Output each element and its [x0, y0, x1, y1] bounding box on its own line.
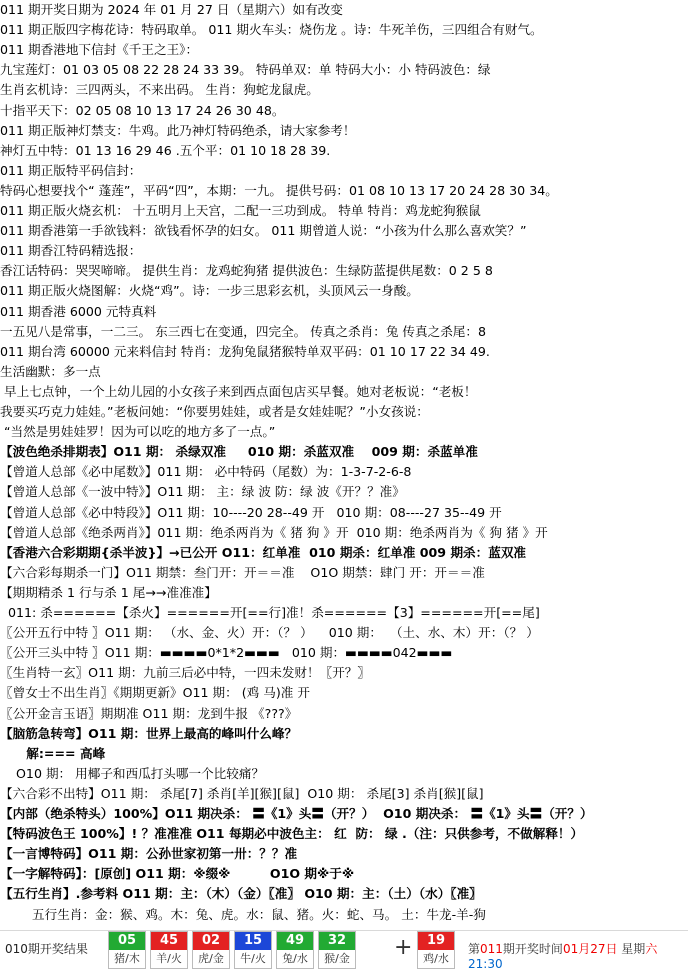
next-weekday-label: 星期: [617, 942, 646, 956]
next-draw-time: [468, 940, 688, 971]
text-line: 011 期正版四字梅花诗：特码取单。 011 期火车头：烧伤龙 。诗：牛死羊伤，三四组合有财气。: [0, 22, 543, 38]
ball-number: 32: [319, 932, 355, 950]
ball-zodiac: 牛/火: [235, 950, 271, 967]
ball-number: 45: [151, 932, 187, 950]
number-ball: [234, 931, 272, 969]
ball-number: 15: [235, 932, 271, 950]
text-line: 〖公开三头中特 〗O11 期：▬▬▬▬0*1*2▬▬▬ 010 期：▬▬▬▬042▬▬▬: [0, 645, 453, 661]
text-line: 【波色绝杀排期表】O11 期： 杀绿双准 010 期：杀蓝双准 009 期：杀蓝单准: [0, 444, 478, 460]
draw-result-bar: [0, 930, 688, 969]
number-ball: [108, 931, 146, 969]
text-line: 〖生肖特一玄〗O11 期：九前三后必中特，一四未发财！〖开？〗: [0, 665, 370, 681]
text-line: 〖公开五行中特 〗O11 期： （水、金、火）开：（？ ） 010 期： （土、水、木）开：（？ ）: [0, 625, 539, 641]
text-line: 011 期正版火烧图解：火烧“鸡”。诗：一步三思彩玄机，头顶风云一身酸。: [0, 283, 419, 299]
number-ball: [318, 931, 356, 969]
text-line: 011 期香港地下信封《千王之王》：: [0, 42, 199, 58]
text-line: 一五见八是常事，一二三。 东三西七在变通，四完全。 传真之杀肖：兔 传真之杀尾：8: [0, 323, 486, 339]
text-line: 【曾道人总部《绝杀两肖》】011 期：绝杀两肖为《 猪 狗 》开 010 期：绝杀两肖为《 狗 猪 》开: [0, 524, 548, 540]
text-line: 生活幽默：多一点: [0, 363, 101, 379]
text-line: 【一言博特码】O11 期：公孙世家初第一卅：？？准: [0, 846, 298, 862]
text-line: O10 期： 用椰子和西瓜打头哪一个比较痛？: [0, 765, 265, 781]
text-line: 011 期正版神灯禁支：牛鸡。此乃神灯特码绝杀，请大家参考！: [0, 122, 356, 138]
text-line: 【曾道人总部《必中尾数》】011 期： 必中特码（尾数）为：1-3-7-2-6-8: [0, 464, 412, 480]
number-ball: [150, 931, 188, 969]
text-line: 【脑筋急转弯】O11 期：世界上最高的峰叫什么峰？: [0, 725, 298, 741]
text-line: 【内部（绝杀特头）100%】O11 期决杀： 〓《1》头〓（开？） O10 期决杀： 〓《1》头〓（开？）: [0, 806, 593, 821]
ball-number: 05: [109, 932, 145, 950]
text-line: 011 期开奖日期为 2024 年 01 月 27 日（星期六）如有改变: [0, 2, 343, 17]
next-time: 21:30: [468, 957, 503, 971]
ball-number: 19: [418, 932, 454, 950]
draw-result-label: 010期开奖结果: [5, 942, 88, 956]
text-line: 十指平天下：02 05 08 10 13 17 24 26 30 48。: [0, 102, 285, 118]
text-line: 【曾道人总部《必中特段》】O11 期：10----20 28--49 开 010 期：08----27 35--49 开: [0, 504, 502, 520]
text-line: “当然是男娃娃罗！因为可以吃的地方多了一点。”: [0, 424, 276, 440]
text-line: 生肖玄机诗：三四两头，不来出码。 生肖：狗蛇龙鼠虎。: [0, 82, 319, 98]
text-line: 五行生肖：金：猴、鸡。木：兔、虎。水：鼠、猪。火：蛇、马。 土：牛龙-羊-狗: [0, 906, 486, 922]
text-line: 我要买巧克力娃娃。”老板问她：“你要男娃娃，或者是女娃娃呢？”小女孩说：: [0, 404, 429, 419]
text-line: 011: 杀======【杀火】======开[==行]准！杀======【3】======开[==尾]: [0, 605, 540, 620]
text-line: 【香港六合彩期期{杀半波}】→已公开 O11：红单准 010 期杀：红单准 009 期杀：蓝双准: [0, 544, 527, 560]
text-line: 011 期香港 6000 元特真料: [0, 303, 157, 319]
ball-number: 49: [277, 932, 313, 950]
next-mid: 期开奖时间: [502, 942, 563, 956]
next-date: 01月27日: [562, 942, 618, 956]
next-weekday: 六: [645, 942, 658, 956]
text-line: 【五行生肖】.参考料 O11 期：主：（木）（金）〖准〗 O10 期：主：（土）（水）〖准〗: [0, 886, 482, 902]
ball-zodiac: 羊/火: [151, 950, 187, 967]
text-line: 011 期台湾 60000 元来料信封 特肖：龙狗兔鼠猪猴特单双平码：01 10 17 22 34 49.: [0, 343, 490, 359]
text-line: 解:=== 高峰: [0, 745, 106, 761]
next-issue: 011: [480, 942, 503, 956]
text-line: 特码心想要找个“ 蓬莲”，平码“四”，本期：一九。 提供号码：01 08 10 13 17 20 24 28 30 34。: [0, 182, 558, 198]
text-line: 011 期香江特码精选报：: [0, 243, 142, 259]
next-prefix: 第: [468, 942, 481, 956]
ball-number: 02: [193, 932, 229, 950]
ball-zodiac: 猪/木: [109, 950, 145, 967]
text-line: 011 期正版火烧玄机： 十五明月上天宫，二配一三功到成。 特单 特肖：鸡龙蛇狗猴鼠: [0, 203, 481, 218]
text-line: 011 期正版特平码信封：: [0, 162, 142, 178]
text-line: 【曾道人总部《一波中特》】O11 期： 主：绿 波 防：绿 波《开？？准》: [0, 484, 405, 500]
text-line: 011 期香港第一手欲钱料：欲钱看怀孕的妇女。 011 期曾道人说：“小孩为什么那么喜欢笑？”: [0, 223, 527, 239]
ball-zodiac: 虎/金: [193, 950, 229, 967]
ball-zodiac: 猴/金: [319, 950, 355, 967]
text-line: 【六合彩每期杀一门】O11 期禁：叁门开：开＝＝准 O1O 期禁：肆门 开：开＝＝准: [0, 564, 485, 580]
number-ball: [417, 931, 455, 969]
number-ball: [276, 931, 314, 969]
text-line: 〖曾女士不出生肖〗《期期更新》O11 期： (鸡 马)准 开: [0, 685, 310, 701]
ball-zodiac: 鸡/水: [418, 950, 454, 967]
number-ball: [192, 931, 230, 969]
text-line: 〖公开金言玉语〗期期准 O11 期：龙到牛报 《???》: [0, 705, 298, 721]
text-line: 【六合彩不出特】O11 期： 杀尾[7] 杀肖[羊][猴][鼠] O10 期： 杀尾[3] 杀肖[猴][鼠]: [0, 785, 484, 801]
text-line: 【特码波色王 100%】! ？准准准 O11 每期必中波色主： 红 防： 绿 .（注：只供参考，不做解释！）: [0, 826, 584, 842]
text-line: 香江话特码：哭哭啼啼。 提供生肖：龙鸡蛇狗猪 提供波色：生绿防蓝提供尾数：0 2 5 8: [0, 263, 493, 279]
text-line: 早上七点钟，一个上幼儿园的小女孩子来到西点面包店买早餐。她对老板说：“老板！: [0, 383, 477, 399]
ball-zodiac: 兔/水: [277, 950, 313, 967]
plus-sign: +: [394, 935, 413, 960]
text-line: 【一字解特码】：[原创] O11 期：※缀※ O1O 期※于※: [0, 866, 355, 882]
text-line: 【期期精杀 1 行与杀 1 尾→→准准准】: [0, 584, 217, 600]
text-line: 神灯五中特：01 13 16 29 46 .五个平：01 10 18 28 39.: [0, 142, 331, 158]
text-line: 九宝莲灯：01 03 05 08 22 28 24 33 39。 特码单双：单 特码大小：小 特码波色：绿: [0, 62, 491, 78]
